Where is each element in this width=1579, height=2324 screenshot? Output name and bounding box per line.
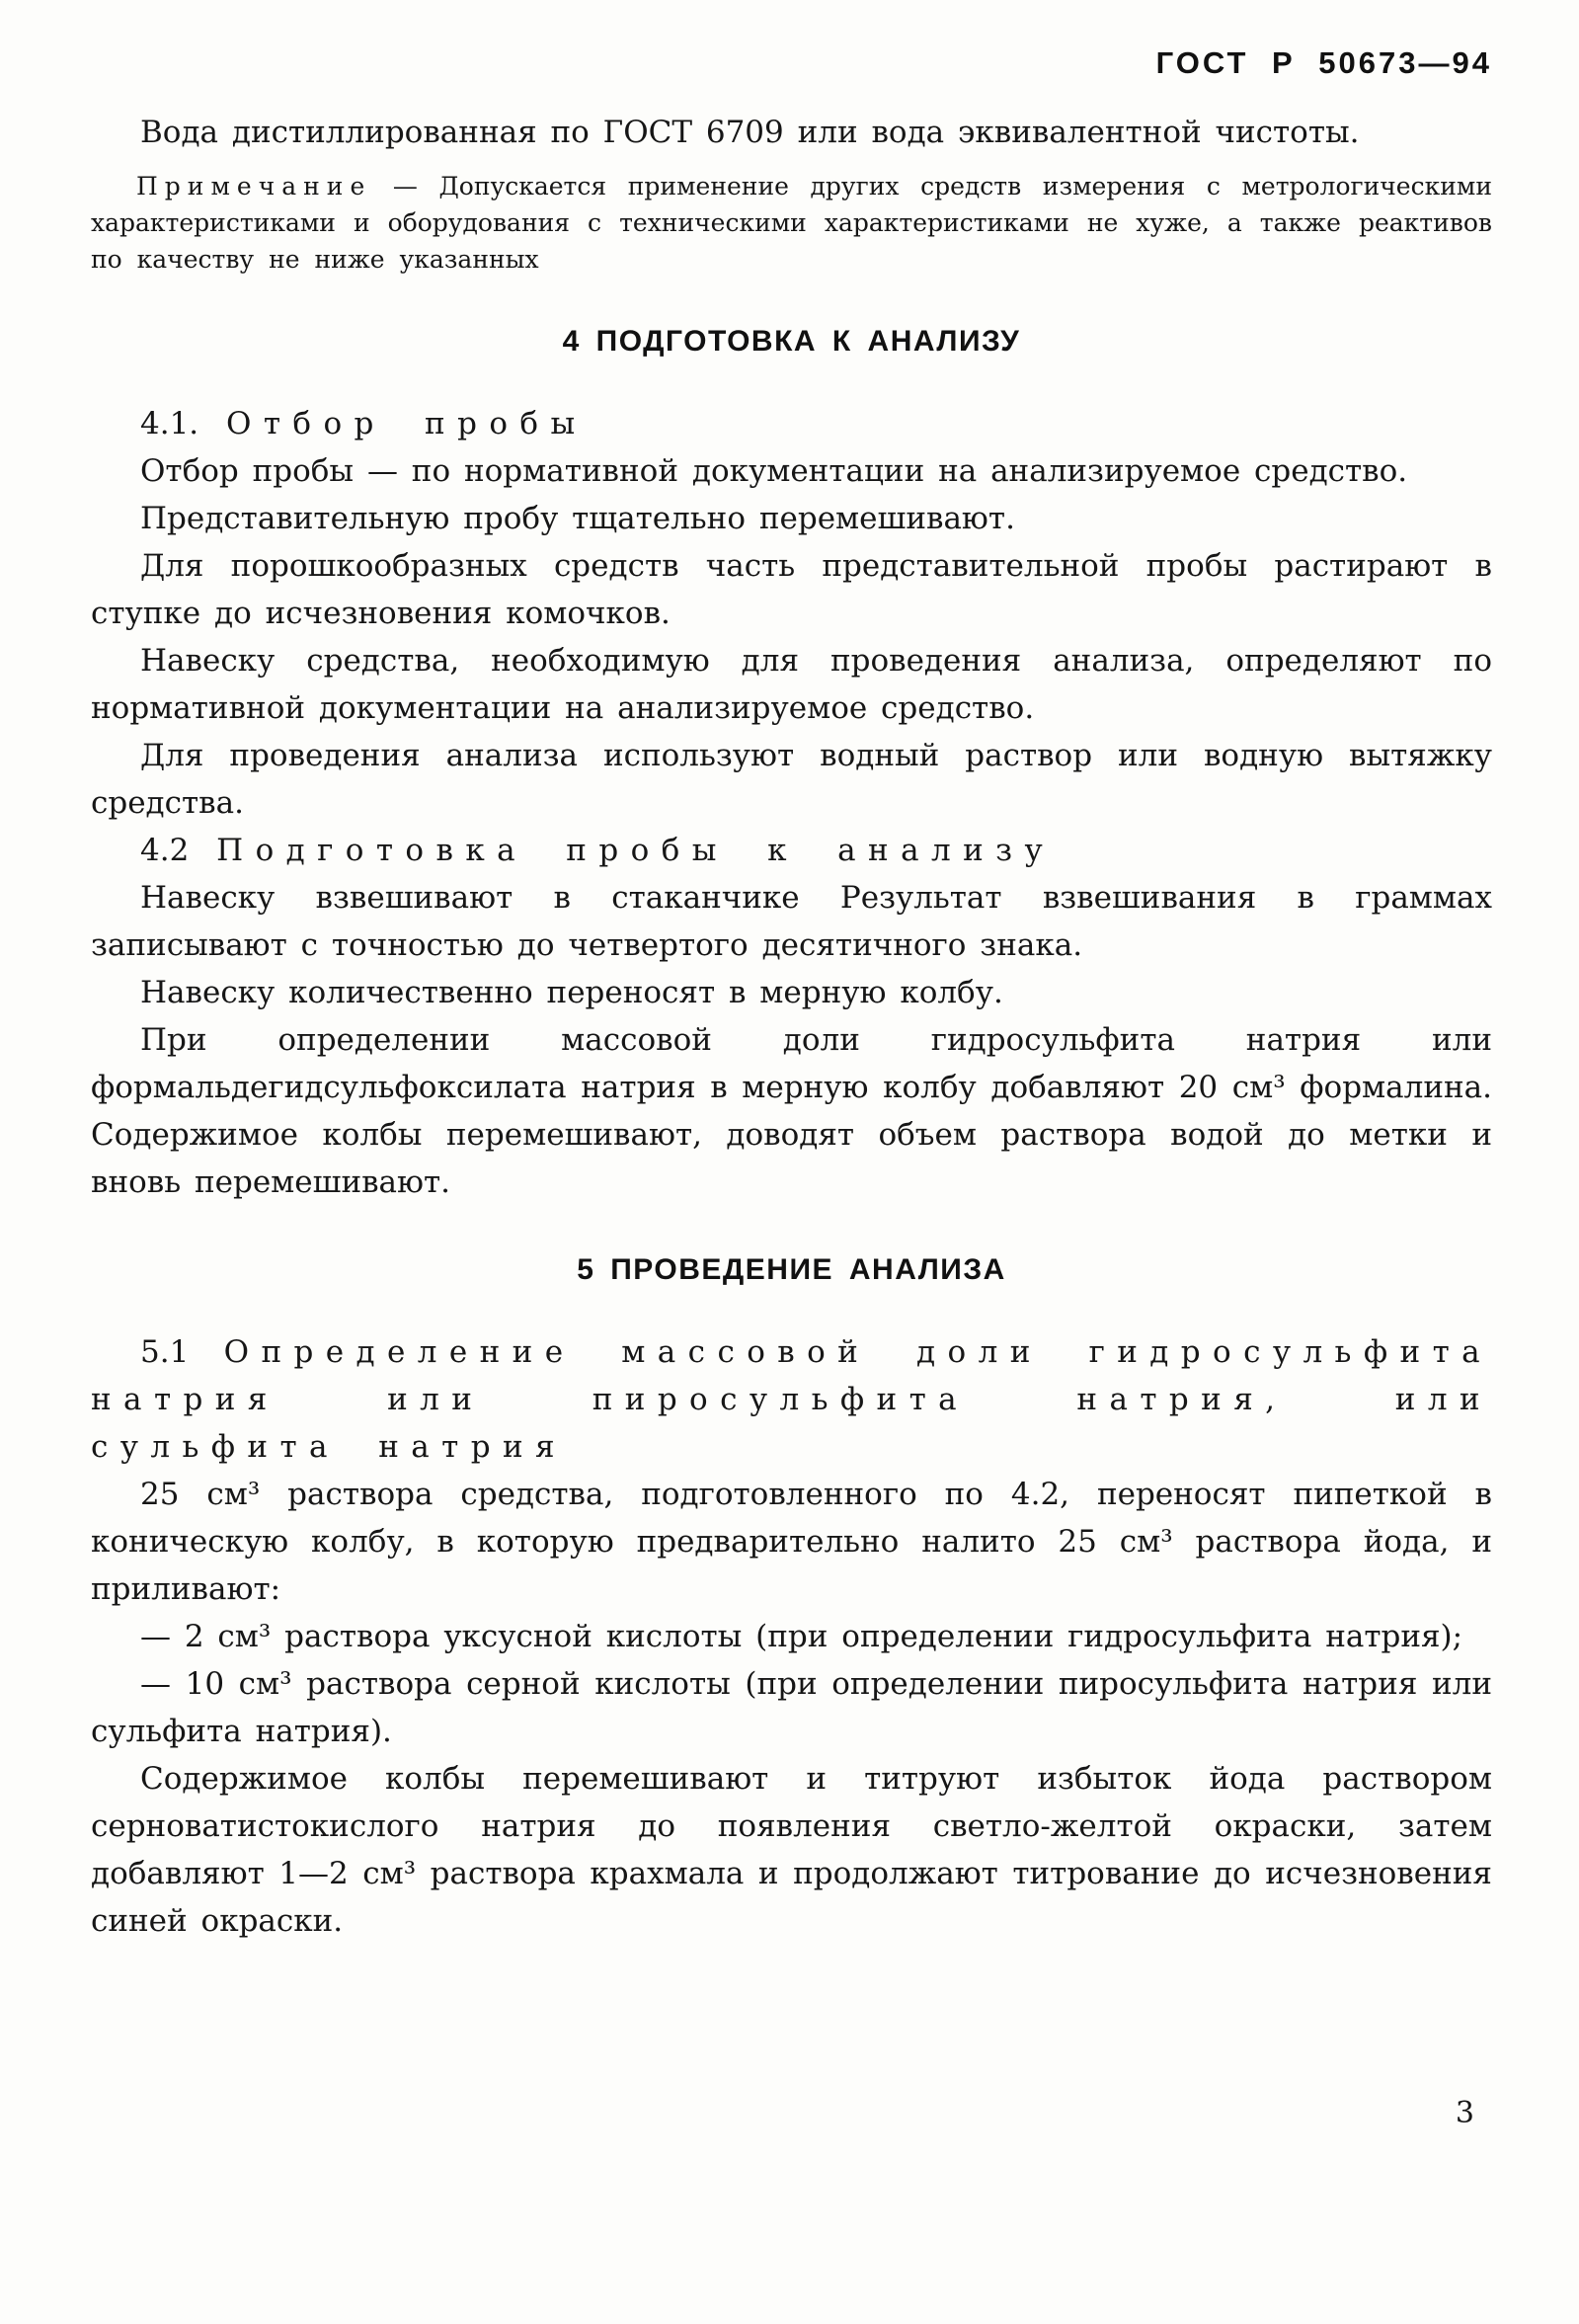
section-4-heading: 4 ПОДГОТОВКА К АНАЛИЗУ — [562, 325, 1021, 358]
subsection-4-2-title: Подготовка пробы к анализу — [216, 833, 1056, 868]
paragraph: При определении массовой доли гидросульфита натрия или формальдегидсульфоксилата натрия в мерную колбу добавляют 20 см³ формалина. Содержимое колбы перемешивают, доводят объем раствора водой до метки и вновь перемешивают. — [91, 1022, 1492, 1200]
subsection-5-1-number: 5.1 — [140, 1334, 190, 1370]
document-header — [91, 45, 1492, 81]
paragraph: Навеску взвешивают в стаканчике Результат взвешивания в граммах записывают с точностью до четвертого десятичного знака. — [91, 880, 1492, 963]
paragraph: Содержимое колбы перемешивают и титруют избыток йода раствором серноватистокислого натрия до появления светло-желтой окраски, затем добавляют 1—2 см³ раствора крахмала и продолжают титрование до исчезновения синей окраски. — [91, 1761, 1492, 1939]
paragraph: Навеску средства, необходимую для проведения анализа, определяют по нормативной документации на анализируемое средство. — [91, 643, 1492, 726]
subsection-5-1-heading — [91, 1328, 1492, 1471]
note-paragraph — [91, 168, 1492, 278]
paragraph: Отбор пробы — по нормативной документации на анализируемое средство. — [140, 453, 1408, 489]
gost-code: ГОСТ Р 50673—94 — [1155, 45, 1492, 80]
paragraph: Для порошкообразных средств часть представительной пробы растирают в ступке до исчезновения комочков. — [91, 548, 1492, 631]
subsection-4-1-number: 4.1. — [140, 406, 199, 441]
section-5-heading: 5 ПРОВЕДЕНИЕ АНАЛИЗА — [577, 1253, 1006, 1286]
paragraph: — 2 см³ раствора уксусной кислоты (при определении гидросульфита натрия); — [140, 1619, 1463, 1654]
paragraph: — 10 см³ раствора серной кислоты (при определении пиросульфита натрия или сульфита натрия). — [91, 1666, 1492, 1749]
document-content — [91, 109, 1492, 1945]
subsection-4-2-heading — [91, 827, 1492, 874]
page-number: 3 — [1455, 2096, 1474, 2130]
subsection-4-1-heading — [91, 400, 1492, 447]
note-label: Примечание — [136, 172, 372, 200]
subsection-4-2-number: 4.2 — [140, 833, 190, 868]
subsection-5-1-title: Определение массовой доли гидросульфита натрия или пиросульфита натрия, или сульфита натрия — [91, 1334, 1492, 1465]
paragraph: Для проведения анализа используют водный раствор или водную вытяжку средства. — [91, 738, 1492, 821]
intro-paragraph: Вода дистиллированная по ГОСТ 6709 или вода эквивалентной чистоты. — [140, 115, 1360, 150]
note-text: — Допускается применение других средств измерения с метрологическими характеристиками и оборудования с техническими характеристиками не хуже, а также реактивов по качеству не ниже указанных — [91, 172, 1492, 274]
subsection-4-1-title: Отбор пробы — [226, 406, 588, 441]
paragraph: Навеску количественно переносят в мерную колбу. — [140, 975, 1003, 1010]
paragraph: Представительную пробу тщательно перемешивают. — [140, 501, 1015, 536]
paragraph: 25 см³ раствора средства, подготовленного по 4.2, переносят пипеткой в коническую колбу, в которую предварительно налито 25 см³ раствора йода, и приливают: — [91, 1477, 1492, 1607]
